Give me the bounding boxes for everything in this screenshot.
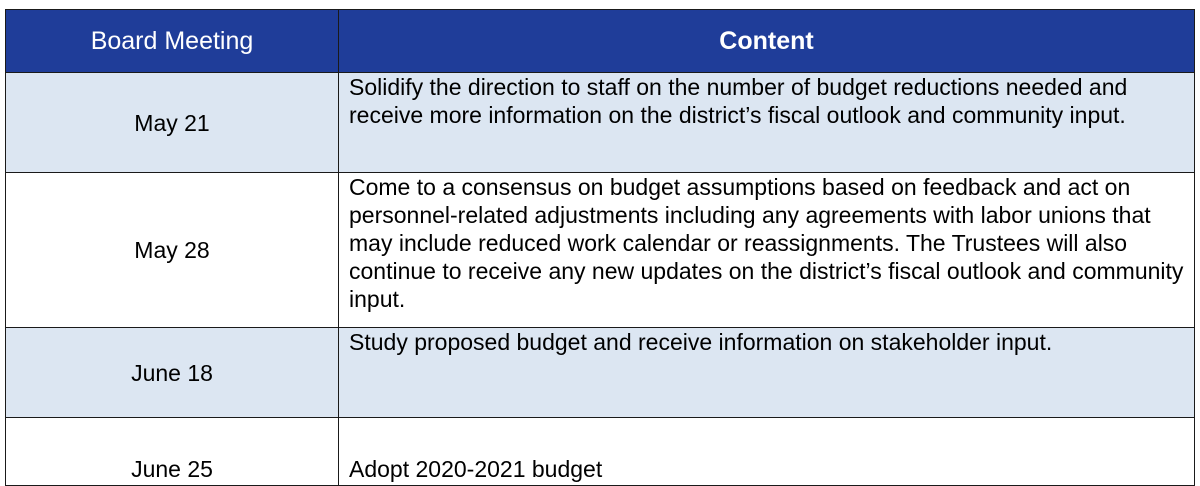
meeting-content-cell: Come to a consensus on budget assumptions based on feedback and act on personnel-related adjustments including any agreements with labor unions that may include reduced work calendar or reassignments. The Trustees will also continue to receive any new updates on the district’s fiscal outlook and community input. xyxy=(339,173,1195,328)
meeting-content-cell: Study proposed budget and receive information on stakeholder input. xyxy=(339,328,1195,418)
table-header-row xyxy=(6,10,1195,73)
table-row xyxy=(6,173,1195,328)
header-content: Content xyxy=(339,10,1195,73)
meeting-date-cell: June 25 xyxy=(6,418,339,486)
board-meeting-schedule-table xyxy=(5,9,1195,486)
table-row xyxy=(6,328,1195,418)
table-row xyxy=(6,418,1195,486)
meeting-date-cell: June 18 xyxy=(6,328,339,418)
table-row xyxy=(6,73,1195,173)
meeting-date-cell: May 28 xyxy=(6,173,339,328)
meeting-content-cell: Adopt 2020-2021 budget xyxy=(339,418,1195,486)
meeting-date-cell: May 21 xyxy=(6,73,339,173)
meeting-content-cell: Solidify the direction to staff on the number of budget reductions needed and receive more information on the district’s fiscal outlook and community input. xyxy=(339,73,1195,173)
header-board-meeting: Board Meeting xyxy=(6,10,339,73)
